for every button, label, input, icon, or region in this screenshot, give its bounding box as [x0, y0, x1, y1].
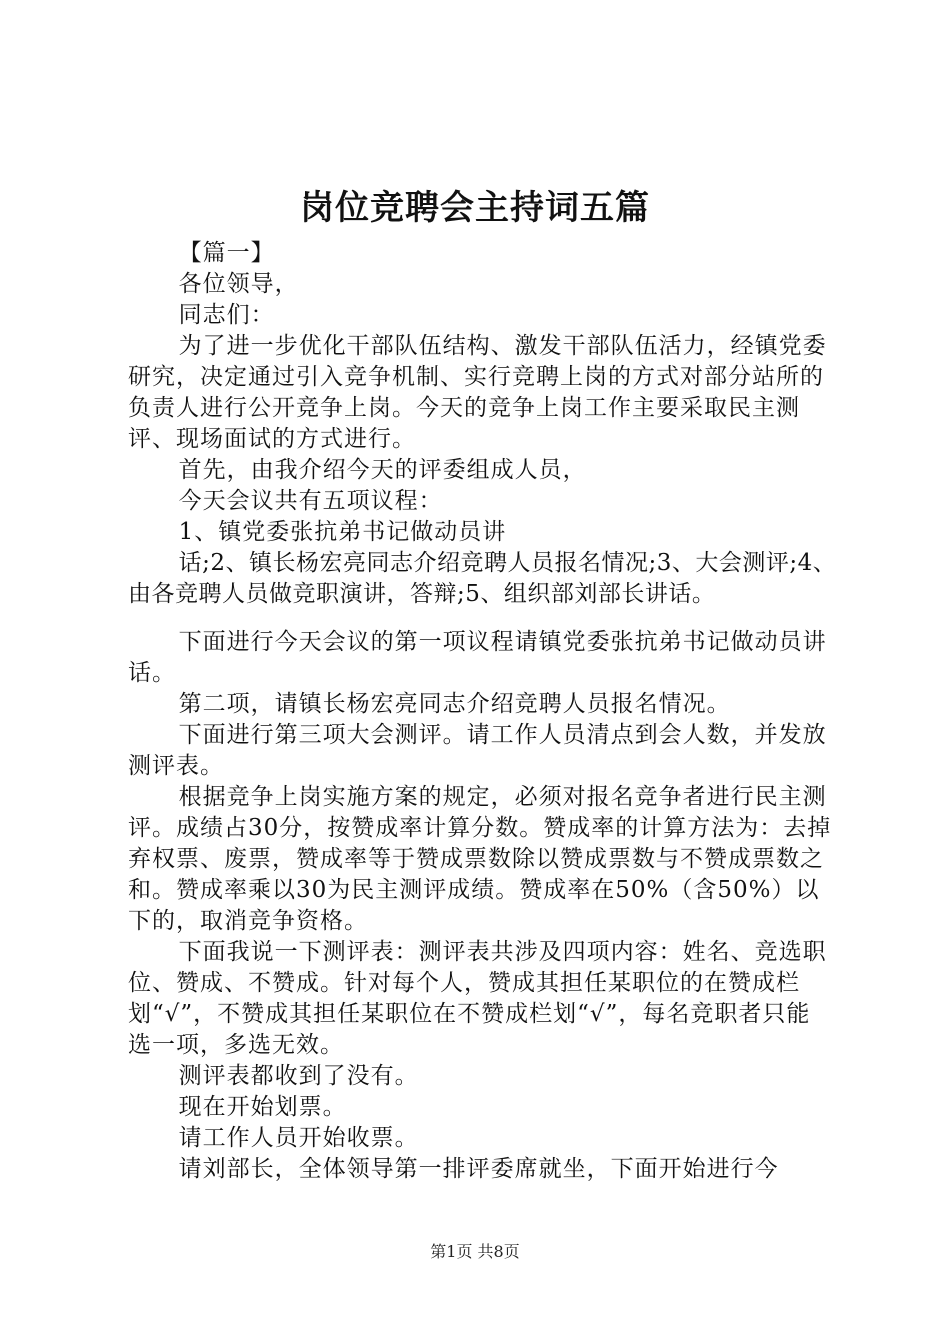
paragraph-second-item: 第二项，请镇长杨宏亮同志介绍竞聘人员报名情况。	[178, 691, 731, 717]
paragraph-evaluation-rules: 根据竞争上岗实施方案的规定，必须对报名竞争者进行民主测评。成绩占30分，按赞成率计算分数。赞成率的计算方法为：去掉弃权票、废票，赞成率等于赞成票数除以赞成票数与不赞成票数之和。赞成率乘以30为民主测评成绩。赞成率在50%（含50%）以下的，取消竞争资格。	[128, 784, 832, 934]
paragraph-start-voting: 现在开始划票。	[178, 1094, 347, 1120]
paragraph-agenda-items: 话;2、镇长杨宏亮同志介绍竞聘人员报名情况;3、大会测评;4、由各竞聘人员做竞职演讲，答辩;5、组织部刘部长讲话。	[128, 550, 837, 607]
page-footer: 第1页 共8页	[430, 1242, 520, 1261]
paragraph-first-item: 下面进行今天会议的第一项议程请镇党委张抗弟书记做动员讲话。	[128, 629, 827, 686]
paragraph-intro: 为了进一步优化干部队伍结构、激发干部队伍活力，经镇党委研究，决定通过引入竞争机制、实行竞聘上岗的方式对部分站所的负责人进行公开竞争上岗。今天的竞争上岗工作主要采取民主测评、现场面试的方式进行。	[128, 333, 827, 452]
section-heading: 【篇一】	[178, 240, 275, 266]
paragraph-forms-received: 测评表都收到了没有。	[178, 1063, 419, 1089]
paragraph-evaluation-form: 下面我说一下测评表：测评表共涉及四项内容：姓名、竞选职位、赞成、不赞成。针对每个人，赞成其担任某职位的在赞成栏划“√”，不赞成其担任某职位在不赞成栏划“√”，每名竞职者只能选一项，多选无效。	[128, 939, 827, 1058]
paragraph-agenda-intro: 今天会议共有五项议程：	[178, 488, 443, 514]
salutation-comrades: 同志们：	[178, 302, 275, 328]
paragraph-seating: 请刘部长，全体领导第一排评委席就坐，下面开始进行今	[178, 1156, 779, 1182]
paragraph-judges: 首先，由我介绍今天的评委组成人员，	[178, 457, 587, 483]
document-title: 岗位竞聘会主持词五篇	[300, 188, 650, 228]
salutation-leaders: 各位领导，	[178, 271, 299, 297]
document-body	[128, 238, 837, 1185]
paragraph-third-item: 下面进行第三项大会测评。请工作人员清点到会人数，并发放测评表。	[128, 722, 827, 779]
paragraph-agenda-item-1: 1、镇党委张抗弟书记做动员讲	[178, 519, 507, 545]
paragraph-collect-votes: 请工作人员开始收票。	[178, 1125, 419, 1151]
